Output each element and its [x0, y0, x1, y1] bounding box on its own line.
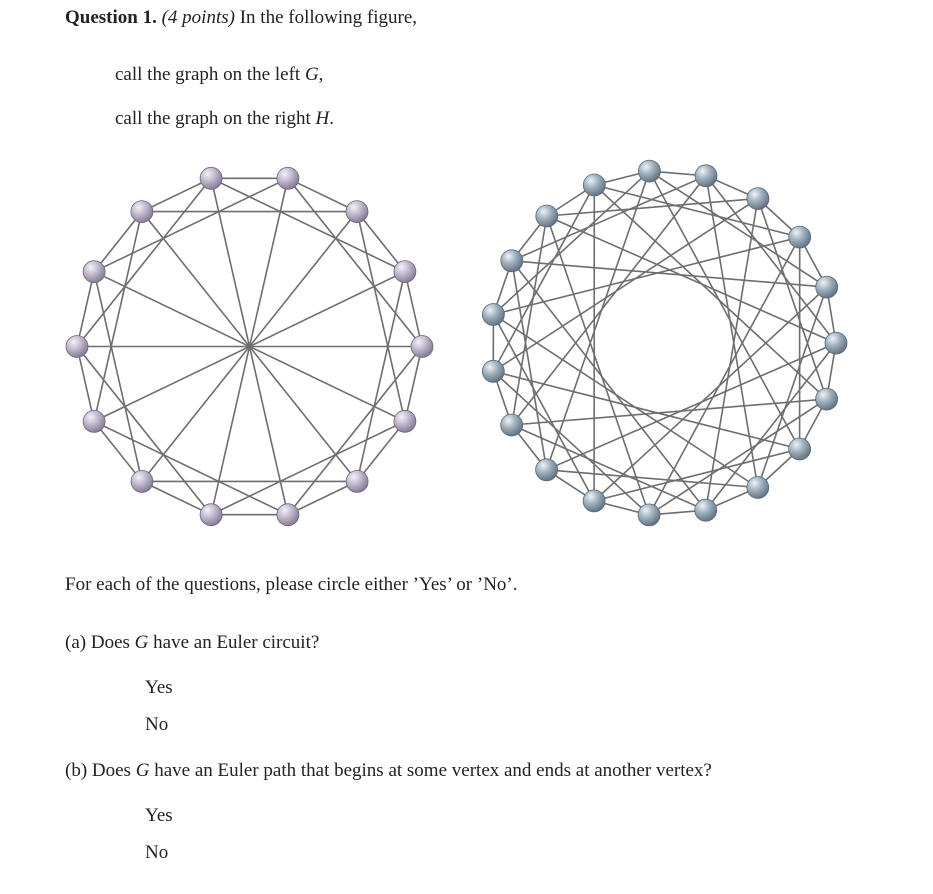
graph-symbol: G — [304, 64, 319, 85]
graph-h-vertex — [482, 360, 504, 382]
part-label: (a) — [65, 632, 87, 653]
part-a-option-yes[interactable]: Yes — [145, 677, 173, 698]
graph-g-edge — [94, 421, 288, 514]
graph-g — [66, 167, 433, 525]
graph-h-vertex — [638, 504, 660, 526]
graph-h-vertex — [695, 165, 717, 187]
part-text-before: Does — [90, 632, 135, 653]
graph-h-vertex — [536, 459, 558, 481]
graph-h-edge — [547, 171, 650, 470]
graph-g-edge — [142, 178, 211, 211]
graph-g-vertex — [394, 261, 416, 283]
definition-text: call the graph on the left — [115, 64, 305, 85]
graph-g-vertex — [83, 261, 105, 283]
graph-h-vertex — [789, 226, 811, 248]
graph-g-vertex — [131, 470, 153, 492]
graph-h-vertex — [816, 276, 838, 298]
graph-h-vertex — [825, 332, 847, 354]
part-b-question — [65, 760, 712, 782]
part-b-option-no[interactable]: No — [145, 842, 169, 863]
part-a-option-no[interactable]: No — [145, 714, 169, 735]
graph-g-edge — [288, 481, 357, 514]
instructions: For each of the questions, please circle either ’Yes’ or ’No’. — [65, 574, 518, 595]
question-label: Question 1. — [65, 7, 157, 28]
graph-g-vertex — [83, 410, 105, 432]
graph-g-vertex — [131, 201, 153, 223]
graph-h-edge — [493, 315, 757, 488]
definition-punct: , — [318, 64, 324, 85]
question-points: (4 points) — [161, 7, 235, 28]
graph-h-vertex — [816, 388, 838, 410]
question-intro: In the following figure, — [239, 7, 418, 28]
graph-h-vertex — [482, 304, 504, 326]
graph-g-vertex — [200, 504, 222, 526]
graph-figure — [0, 140, 933, 540]
graph-g-vertex — [277, 167, 299, 189]
graph-symbol: H — [315, 108, 330, 129]
definition-left-graph — [115, 64, 323, 86]
graph-h-vertex — [638, 160, 660, 182]
part-text-before: Does — [91, 760, 136, 781]
graph-h-edge — [706, 176, 758, 488]
graph-h-vertex — [536, 205, 558, 227]
graph-h — [482, 160, 847, 526]
graph-g-vertex — [66, 336, 88, 358]
part-text-after: have an Euler circuit? — [148, 632, 320, 653]
definition-right-graph — [115, 108, 334, 130]
graph-symbol: G — [135, 760, 150, 781]
graph-h-vertex — [747, 477, 769, 499]
graph-h-vertex — [789, 438, 811, 460]
part-b-option-yes[interactable]: Yes — [145, 805, 173, 826]
graph-h-vertex — [501, 414, 523, 436]
graph-h-vertex — [583, 490, 605, 512]
graph-g-vertex — [200, 167, 222, 189]
part-text-after: have an Euler path that begins at some vertex and ends at another vertex? — [149, 760, 712, 781]
part-a-question — [65, 632, 319, 654]
graph-h-vertex — [695, 499, 717, 521]
graph-h-vertex — [583, 174, 605, 196]
graph-h-edge — [594, 185, 826, 399]
graph-g-edge — [211, 178, 405, 271]
definition-text: call the graph on the right — [115, 108, 316, 129]
graph-h-vertex — [747, 188, 769, 210]
definition-punct: . — [329, 108, 334, 129]
graph-g-edge — [94, 178, 288, 271]
graph-g-edge — [142, 481, 211, 514]
graph-symbol: G — [134, 632, 149, 653]
graph-g-edge — [288, 178, 357, 211]
graph-h-edge — [594, 287, 827, 501]
question-header — [65, 7, 417, 29]
graph-h-edge — [706, 199, 758, 511]
graph-g-edge — [211, 421, 405, 514]
graph-h-edge — [547, 199, 758, 216]
part-label: (b) — [65, 760, 88, 781]
graph-g-vertex — [346, 201, 368, 223]
graph-g-vertex — [346, 470, 368, 492]
graph-g-vertex — [411, 336, 433, 358]
graph-h-edge — [547, 216, 649, 515]
graph-h-vertex — [501, 250, 523, 272]
graph-h-edge — [493, 199, 758, 372]
graph-g-vertex — [394, 410, 416, 432]
graph-g-vertex — [277, 504, 299, 526]
